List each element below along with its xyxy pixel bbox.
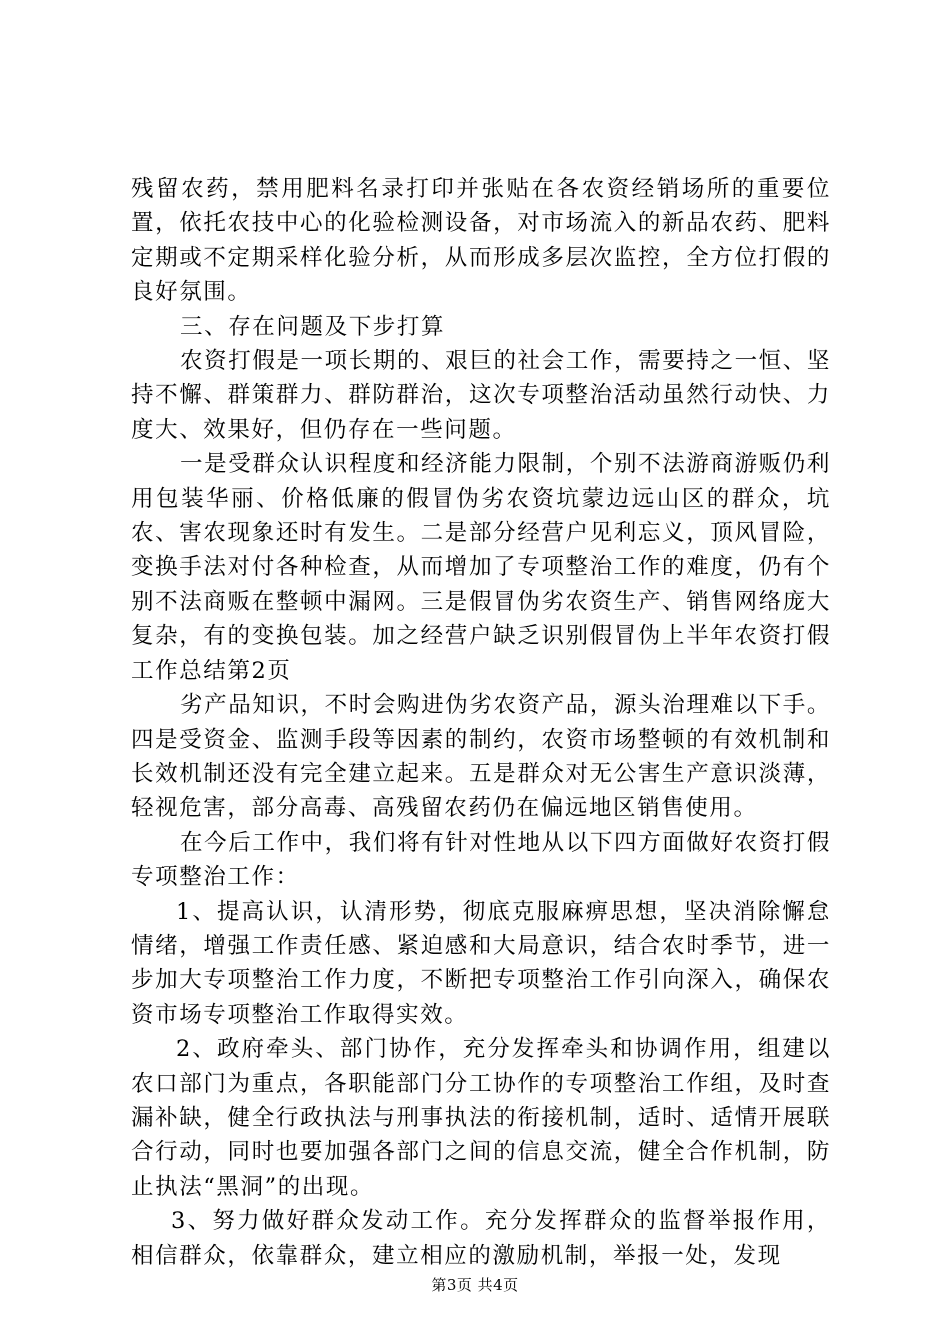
section-heading: 三、存在问题及下步打算 <box>180 313 446 340</box>
paragraph-continuation: 残留农药，禁用肥料名录打印并张贴在各农资经销场所的重要位置，依托农技中心的化验检测设备，对市场流入的新品农药、肥料定期或不定期采样化验分析，从而形成多层次监控，全方位打假的良好氛围。 <box>131 176 831 306</box>
paragraph-problems: 一是受群众认识程度和经济能力限制，个别不法游商游贩仍利用包装华丽、价格低廉的假冒伪劣农资坑蒙边远山区的群众，坑农、害农现象还时有发生。二是部分经营户见利忘义，顶风冒险，变换手法对付各种检查，从而增加了专项整治工作的难度，仍有个别不法商贩在整顿中漏网。三是假冒伪劣农资生产、销售网络庞大复杂，有的变换包装。加之经营户缺乏识别假冒伪上半年农资打假工作总结第2页 <box>131 451 831 684</box>
list-item-3: 3、努力做好群众发动工作。充分发挥群众的监督举报作用，相信群众，依靠群众，建立相应的激励机制，举报一处，发现 <box>131 1208 831 1269</box>
paragraph-problems-cont: 劣产品知识，不时会购进伪劣农资产品，源头治理难以下手。四是受资金、监测手段等因素的制约，农资市场整顿的有效机制和长效机制还没有完全建立起来。五是群众对无公害生产意识淡薄，轻视危害，部分高毒、高残留农药仍在偏远地区销售使用。 <box>131 692 831 822</box>
list-item-2: 2、政府牵头、部门协作，充分发挥牵头和协调作用，组建以农口部门为重点，各职能部门分工协作的专项整治工作组，及时查漏补缺，健全行政执法与刑事执法的衔接机制，适时、适情开展联合行动，同时也要加强各部门之间的信息交流，健全合作机制，防止执法“黑洞”的出现。 <box>131 1036 831 1200</box>
list-item-1: 1、提高认识，认清形势，彻底克服麻痹思想，坚决消除懈怠情绪，增强工作责任感、紧迫感和大局意识，结合农时季节，进一步加大专项整治工作力度，不断把专项整治工作引向深入，确保农资市场专项整治工作取得实效。 <box>131 898 831 1028</box>
page-footer: 第3页 共4页 <box>431 1276 519 1294</box>
document-body <box>131 172 831 1273</box>
paragraph-plan-intro: 在今后工作中，我们将有针对性地从以下四方面做好农资打假专项整治工作： <box>131 829 831 891</box>
paragraph-intro: 农资打假是一项长期的、艰巨的社会工作，需要持之一恒、坚持不懈、群策群力、群防群治，这次专项整治活动虽然行动快、力度大、效果好，但仍存在一些问题。 <box>131 348 831 443</box>
